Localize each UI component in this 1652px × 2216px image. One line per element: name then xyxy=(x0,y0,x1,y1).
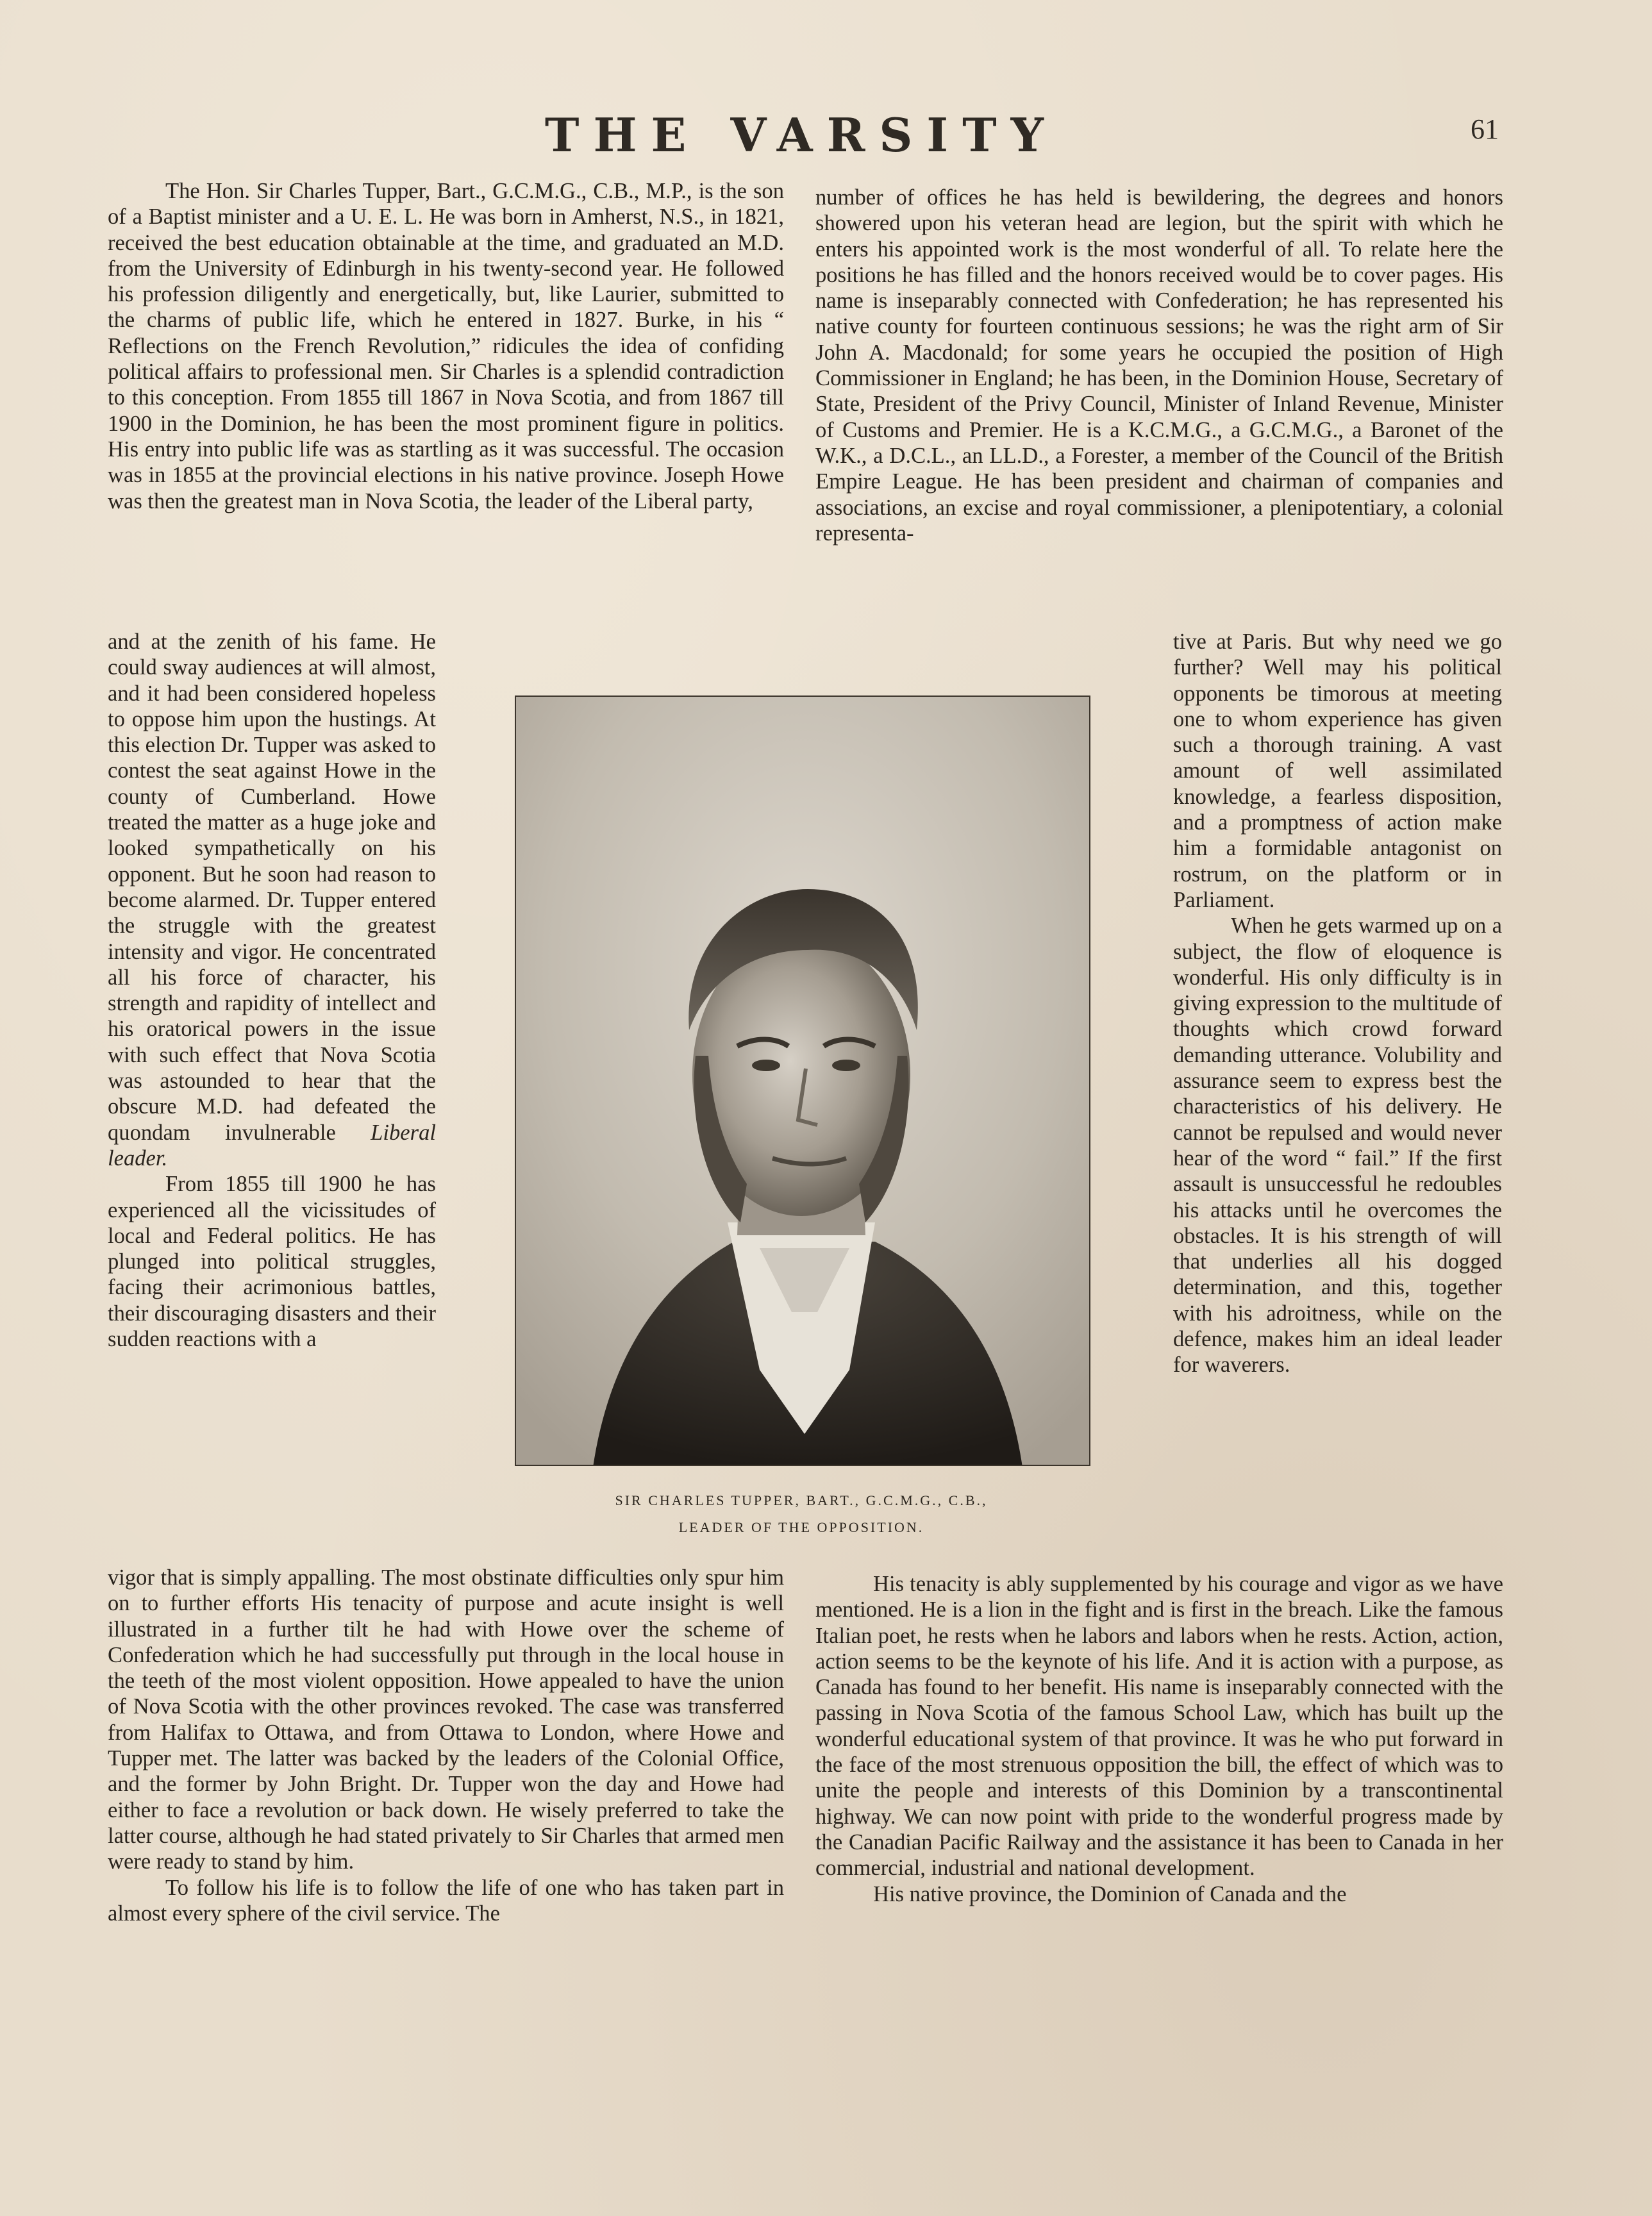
paragraph: tive at Paris. But why need we go further? Well may his political opponents be timorous at meeting one to whom experience has given such a thorough training. A vast amount of well assimilated knowledge, a fearless disposition, and a promptness of action make him a formidable antagonist on rostrum, on the platform or in Parliament. xyxy=(1173,629,1502,912)
paragraph: To follow his life is to follow the life of one who has taken part in almost every sphere of the civil service. The xyxy=(108,1875,784,1926)
column-right-bottom xyxy=(815,1571,1503,1907)
paragraph: number of offices he has held is bewildering, the degrees and honors showered upon his veteran head are legion, but the spirit with which he enters his appointed work is the most wonderful of all. To relate here the positions he has filled and the honors received would be to cover pages. His name is inseparably connected with Confederation; he has represented his native county for fourteen continuous sessions; he was the right arm of Sir John A. Macdonald; for some years he occupied the position of High Commissioner in England; he has been, in the Dominion House, Secretary of State, President of the Privy Council, Minister of Inland Revenue, Minister of Customs and Premier. He is a K.C.M.G., a G.C.M.G., a Baronet of the W.K., a D.C.L., an LL.D., a Forester, a member of the Council of the British Empire League. He has been president and chairman of companies and associations, an excise and royal commissioner, a plenipotentiary, a colonial representa- xyxy=(815,185,1503,546)
page-number: 61 xyxy=(1471,113,1499,145)
paragraph-text: and at the zenith of his fame. He could sway audiences at will almost, and it had been considered hopeless to oppose him upon the hustings. At this election Dr. Tupper was asked to contest the seat against Howe in the county of Cumberland. Howe treated the matter as a huge joke and looked sympathetically on his opponent. But he soon had reason to become alarmed. Dr. Tupper entered the struggle with the greatest intensity and vigor. He concentrated all his force of character, his strength and rapidity of intellect and his oratorical powers in the issue with such effect that Nova Scotia was astounded to hear that the obscure M.D. had defeated the quondam invulnerable xyxy=(108,629,436,1145)
paragraph: vigor that is simply appalling. The most obstinate difficulties only spur him on to further efforts His tenacity of purpose and acute insight is well illustrated in a further tilt he had with Howe over the scheme of Confederation which he had successfully put through in the local house in the teeth of the most violent opposition. Howe appealed to have the union of Nova Scotia with the other provinces revoked. The case was transferred from Halifax to Ottawa, and from Ottawa to London, where Howe and Tupper met. The latter was backed by the leaders of the Colonial Office, and the former by John Bright. Dr. Tupper won the day and Howe had either to face a revolution or back down. He wisely preferred to take the latter course, although he had stated privately to Sir Charles that armed men were ready to stand by him. xyxy=(108,1565,784,1874)
column-left-narrow xyxy=(108,629,436,1352)
column-left-bottom xyxy=(108,1565,784,1926)
paragraph: When he gets warmed up on a subject, the flow of eloquence is wonderful. His only difficulty is in giving expression to the multitude of thoughts which crowd forward demanding utterance. Volubility and assurance seem to express best the characteristics of his delivery. He cannot be repulsed and would never hear of the word “ fail.” If the first assault is unsuccessful he redoubles his attacks until he overcomes the obstacles. It is his strength of will that underlies all his dogged determination, and this, together with his adroitness, while on the defence, makes him an ideal leader for waverers. xyxy=(1173,913,1502,1378)
column-left-top xyxy=(108,178,784,514)
italic-phrase: Liberal leader. xyxy=(108,1120,436,1170)
masthead-title: THE VARSITY xyxy=(544,108,1058,162)
caption-line-2: LEADER OF THE OPPOSITION. xyxy=(678,1519,924,1535)
paragraph: From 1855 till 1900 he has experienced all the vicissitudes of local and Federal politics. He has plunged into political struggles, facing their acrimonious battles, their discouraging disasters and their sudden reactions with a xyxy=(108,1172,436,1352)
portrait-image xyxy=(516,697,1090,1466)
caption-line-1: SIR CHARLES TUPPER, BART., G.C.M.G., C.B., xyxy=(615,1492,988,1508)
column-right-top xyxy=(815,185,1503,546)
paragraph xyxy=(108,629,436,1171)
paragraph: The Hon. Sir Charles Tupper, Bart., G.C.M.G., C.B., M.P., is the son of a Baptist minister and a U. E. L. He was born in Amherst, N.S., in 1821, received the best education obtainable at the time, and graduated an M.D. from the University of Edinburgh in his twenty-second year. He followed his profession diligently and energetically, but, like Laurier, submitted to the charms of public life, which he entered in 1827. Burke, in his “ Reflections on the French Revolution,” ridicules the idea of confiding political affairs to professional men. Sir Charles is a splendid contradiction to this conception. From 1855 till 1867 in Nova Scotia, and from 1867 till 1900 in the Dominion, he has been the most prominent figure in politics. His entry into public life was as startling as it was successful. The occasion was in 1855 at the provincial elections in his native province. Joseph Howe was then the greatest man in Nova Scotia, the leader of the Liberal party, xyxy=(108,179,784,513)
column-right-narrow xyxy=(1173,629,1502,1378)
paragraph: His tenacity is ably supplemented by his courage and vigor as we have mentioned. He is a lion in the fight and is first in the breach. Like the famous Italian poet, he rests when he labors and labors when he rests. Action, action, action seems to be the keynote of his life. And it is action with a purpose, as Canada has found to her benefit. His name is inseparably connected with the passing in Nova Scotia of the famous School Law, which has built up the wonderful educational system of that province. It was he who put forward in the face of the most strenuous opposition the bill, the effect of which was to unite the people and interests of this Dominion by a transcontinental highway. We can now point with pride to the wonderful progress made by the Canadian Pacific Railway and the assistance it has been to Canada in her commercial, industrial and national development. xyxy=(815,1572,1503,1881)
portrait-photo xyxy=(515,696,1090,1466)
paragraph: His native province, the Dominion of Canada and the xyxy=(873,1881,1347,1906)
photo-caption xyxy=(513,1487,1090,1541)
